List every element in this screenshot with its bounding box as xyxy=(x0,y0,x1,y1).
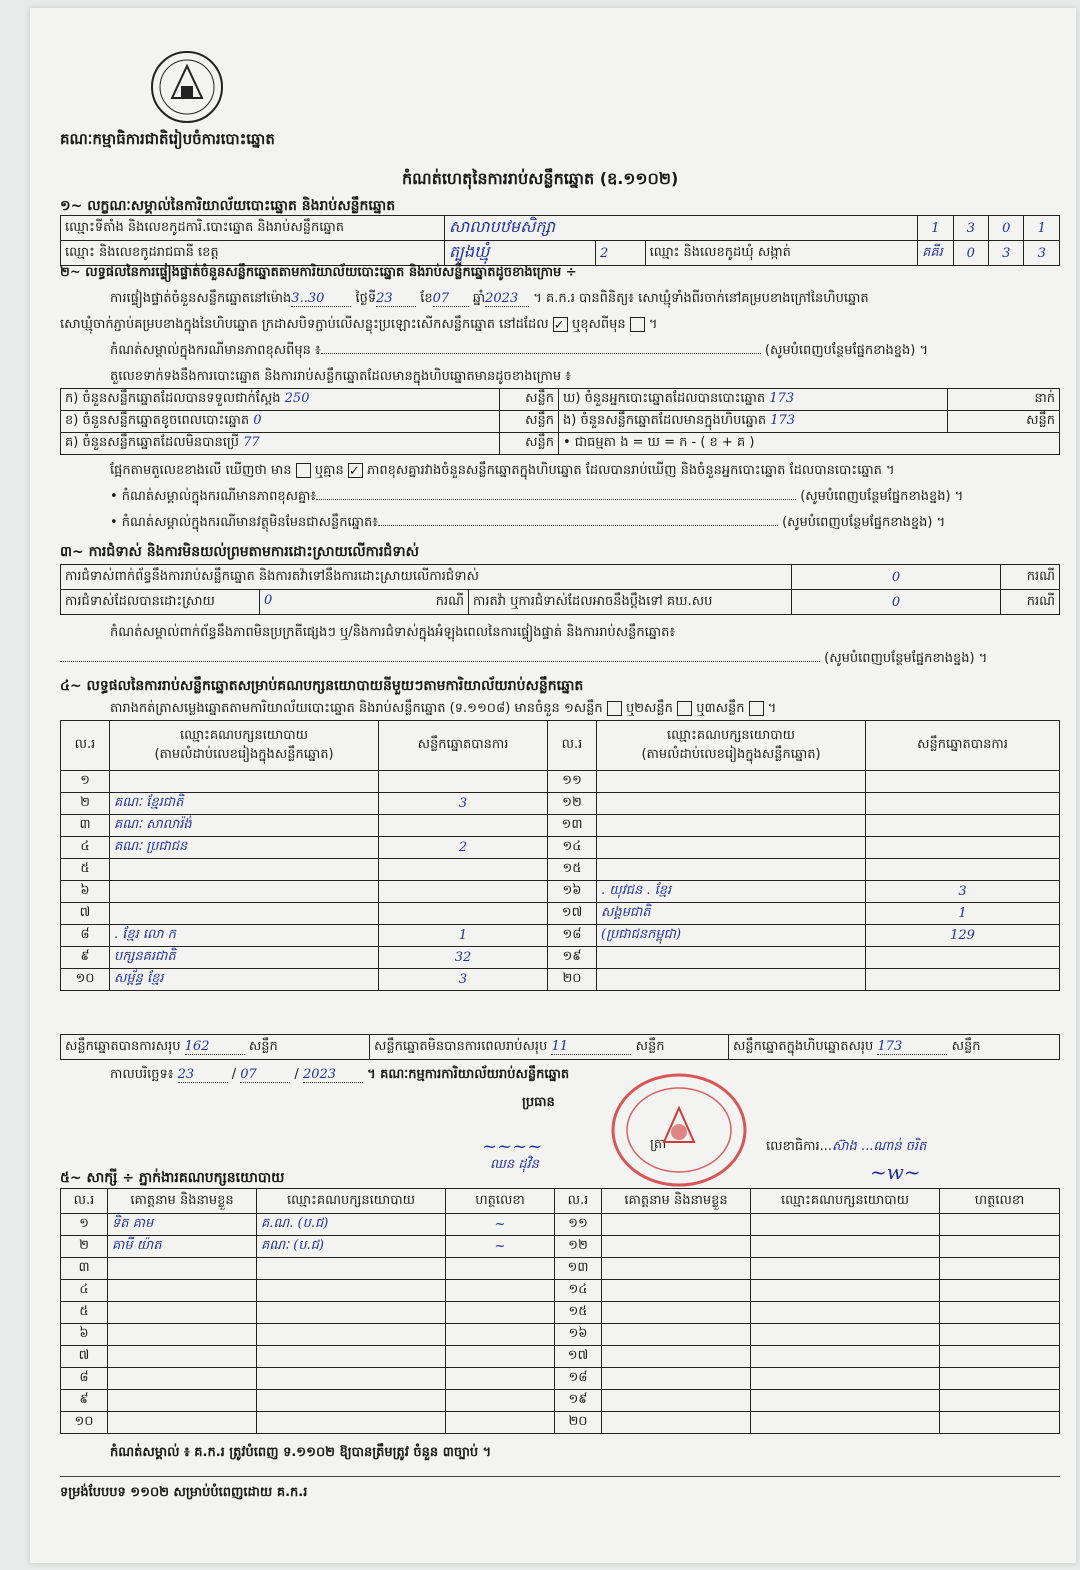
party-name xyxy=(597,815,866,837)
party-name xyxy=(110,859,379,881)
province-label: ឈ្មោះ និងលេខកូដរាជធានី ខេត្ត xyxy=(61,241,445,266)
row-number: ៨ xyxy=(61,1368,108,1390)
witness-signature xyxy=(446,1280,555,1302)
official-seal-icon xyxy=(604,1070,754,1190)
witness-name: ទិត គាម xyxy=(108,1214,257,1236)
section4-title: ៤~ លទ្ធផលនៃការរាប់សន្លឹកឆ្នោតសម្រាប់គណបក្សនយោបាយនីមួយៗតាមការិយាល័យរាប់សន្លឹកឆ្នោត xyxy=(60,678,584,694)
row-number: ២ xyxy=(61,1236,108,1258)
witness-name xyxy=(108,1258,257,1280)
witness-name xyxy=(602,1302,751,1324)
result-row xyxy=(61,771,1060,793)
witness-name xyxy=(108,1346,257,1368)
result-row xyxy=(61,881,1060,903)
witness-table: ល.រ គោត្តនាម និងនាមខ្លួន ឈ្មោះគណបក្សនយោបាយ ហត្ថលេខា ល.រ គោត្តនាម និងនាមខ្លួន ឈ្មោះគណបក្សនយោបាយ ហត្ថលេខា ១ ទិត គាម គ.ណ. (ប.ជ) ~ ១១ ២ គាមី យ៉ាត គណៈ (ប.ជ) ~ ១២ ៣ ១៣ ៤ ១៤ ៥ ១៥ ៦ ១៦ ៧ ១៧ ៨ ១៨ ៩ ១៩ ១០ ២០ xyxy=(60,1188,1060,1434)
valid-votes: 3 xyxy=(379,793,548,815)
check-line-1: ការផ្ទៀងផ្ទាត់ចំនួនសន្លឹកឆ្នោតនៅម៉ោង3..30 ថ្ងៃទី23 ខែ07 ឆ្នាំ2023 ។ គ.ក.រ បានពិនិត្យ៖ សោឃ្មុំទាំងពីរចាក់នៅគម្របខាងក្រៅនៃហិបឆ្នោត xyxy=(110,291,869,306)
section2-title: ២~ លទ្ធផលនៃការផ្ទៀងផ្ទាត់ចំនួនសន្លឹកឆ្នោតតាមការិយាល័យបោះឆ្នោត និងរាប់សន្លឹកឆ្នោតដូចខាងក្រោម ÷ xyxy=(60,265,577,280)
row-number: ៨ xyxy=(61,925,110,947)
one-sheet-checkbox[interactable] xyxy=(607,701,622,716)
witness-signature xyxy=(940,1324,1060,1346)
witness-party xyxy=(257,1368,446,1390)
witness-signature: ~ xyxy=(446,1236,555,1258)
commune-value: គគីរ xyxy=(918,241,953,266)
witness-name xyxy=(108,1390,257,1412)
witness-signature xyxy=(940,1214,1060,1236)
row-number: ១៧ xyxy=(555,1346,602,1368)
row-number: ១៤ xyxy=(555,1280,602,1302)
valid-votes xyxy=(866,859,1060,881)
witness-party xyxy=(257,1280,446,1302)
party-name xyxy=(597,947,866,969)
valid-votes xyxy=(866,947,1060,969)
totals-table: សន្លឹកឆ្នោតបានការសរុប 162 សន្លឹក សន្លឹកឆ្នោតមិនបានការពេលរាប់សរុប 11 សន្លឹក សន្លឹកឆ្នោតក្នុងហិបឆ្នោតសរុប 173 សន្លឹក xyxy=(60,1034,1060,1060)
row-number: ៦ xyxy=(61,881,110,903)
row-number: ១៣ xyxy=(548,815,597,837)
witness-name xyxy=(108,1302,257,1324)
witness-party: គ.ណ. (ប.ជ) xyxy=(257,1214,446,1236)
witness-row xyxy=(61,1390,1060,1412)
witness-name xyxy=(602,1214,751,1236)
witness-party xyxy=(751,1390,940,1412)
row-number: ១២ xyxy=(555,1236,602,1258)
witness-name xyxy=(602,1236,751,1258)
witness-signature: ~ xyxy=(446,1214,555,1236)
row-number: ១៦ xyxy=(548,881,597,903)
section3-table: ការជំទាស់ពាក់ព័ន្ធនឹងការរាប់សន្លឹកឆ្នោត និងការតវ៉ាទៅនឹងការដោះស្រាយលើការជំទាស់ 0 ករណី ការជំទាស់ដែលបានដោះស្រាយ 0 ករណី ការតវ៉ា ឬការជំទាស់ដែលអាចនឹងប្តឹងទៅ គឃ.សប 0 ករណី xyxy=(60,564,1060,615)
row-number: ២ xyxy=(61,793,110,815)
row-number: ៣ xyxy=(61,815,110,837)
section1-table xyxy=(60,215,1060,266)
row-number: ១៦ xyxy=(555,1324,602,1346)
bullet-line-1: • កំណត់សម្គាល់ក្នុងករណីមានភាពខុសគ្នា៖ (សូមបំពេញបន្ថែមផ្នែកខាងខ្នង) ។ xyxy=(110,489,964,504)
row-number: ៤ xyxy=(61,837,110,859)
location-label: ឈ្មោះទីតាំង និងលេខកូដការិ.បោះឆ្នោត និងរាប់សន្លឹកឆ្នោត xyxy=(61,216,445,241)
two-sheet-checkbox[interactable] xyxy=(677,701,692,716)
party-name: សង្គមជាតិ xyxy=(597,903,866,925)
valid-votes xyxy=(866,815,1060,837)
witness-party xyxy=(257,1346,446,1368)
witness-party xyxy=(751,1214,940,1236)
row-number: ៣ xyxy=(61,1258,108,1280)
witness-signature xyxy=(446,1258,555,1280)
form-footer: ទម្រង់បែបបទ ១១០២ សម្រាប់បំពេញដោយ គ.ក.រ xyxy=(60,1485,308,1500)
witness-party xyxy=(751,1280,940,1302)
valid-votes xyxy=(379,881,548,903)
has-difference-checkbox[interactable] xyxy=(296,463,311,478)
no-difference-checkbox[interactable]: ✓ xyxy=(348,463,363,478)
code-digit: 3 xyxy=(953,216,988,241)
received-value: 250 xyxy=(284,391,310,406)
valid-votes xyxy=(866,793,1060,815)
difference-line: ផ្អែកតាមតួលេខខាងលើ ឃើញថា មាន ឬគ្មាន ✓ ភាពខុសគ្នារវាងចំនួនសន្លឹកឆ្នោតក្នុងហិបឆ្នោត ដែលបានរាប់ឃើញ និងចំនួនអ្នកបោះឆ្នោត ដែលបានបោះឆ្នោត ។ xyxy=(110,463,895,479)
valid-votes: 1 xyxy=(379,925,548,947)
row-number: ១៧ xyxy=(548,903,597,925)
valid-votes xyxy=(379,859,548,881)
party-name: បក្សនគរជាតិ xyxy=(110,947,379,969)
party-name xyxy=(597,771,866,793)
row-number: ១៩ xyxy=(555,1390,602,1412)
commune-code: 3 xyxy=(989,241,1024,266)
formula: • ជាធម្មតា ង = ឃ = ក - ( ខ + គ ) xyxy=(559,433,1060,455)
party-name xyxy=(110,771,379,793)
results-table: ល.រ ឈ្មោះគណបក្សនយោបាយ (តាមលំដាប់លេខរៀងក្នុងសន្លឹកឆ្នោត) សន្លឹកឆ្នោតបានការ ល.រ ឈ្មោះគណបក្សនយោបាយ (តាមលំដាប់លេខរៀងក្នុងសន្លឹកឆ្នោត) សន្លឹកឆ្នោតបានការ ១ ១១ ២ គណៈ ខ្មែរជាតិ 3 ១២ ៣ គណៈ សាលារ៉ង់ ១៣ ៤ គណៈ ប្រជាជន 2 ១៤ ៥ ១៥ ៦ ១៦ . យុវជន . ខ្មែរ 3 ៧ ១៧ សង្គមជាតិ 1 ៨ . ខ្មែរ លោ ក 1 ១៨ (ប្រជាជនកម្ពុជា) 129 ៩ បក្សនគរជាតិ 32 ១៩ ១០ សម្ព័ន្ធ ខ្មែរ 3 ២០ xyxy=(60,720,1060,991)
witness-name xyxy=(602,1368,751,1390)
witness-row xyxy=(61,1280,1060,1302)
row-number: ១ xyxy=(61,771,110,793)
valid-votes: 129 xyxy=(866,925,1060,947)
witness-party xyxy=(751,1346,940,1368)
figures-table: ក) ចំនួនសន្លឹកឆ្នោតដែលបានទទួលជាក់ស្តែង 250 សន្លឹក ឃ) ចំនួនអ្នកបោះឆ្នោតដែលបានបោះឆ្នោត 173 នាក់ ខ) ចំនួនសន្លឹកឆ្នោតខូចពេលបោះឆ្នោត 0 សន្លឹក ង) ចំនួនសន្លឹកឆ្នោតដែលមានក្នុងហិបឆ្នោត 173 សន្លឹក គ) ចំនួនសន្លឹកឆ្នោតដែលមិនបានប្រើ 77 សន្លឹក • ជាធម្មតា ង = ឃ = ក - ( ខ + គ ) xyxy=(60,388,1060,455)
witness-name xyxy=(602,1390,751,1412)
valid-votes xyxy=(866,969,1060,991)
party-name: . យុវជន . ខ្មែរ xyxy=(597,881,866,903)
witness-party xyxy=(257,1324,446,1346)
witness-party xyxy=(751,1412,940,1434)
section3-title: ៣~ ការជំទាស់ និងការមិនយល់ព្រមតាមការដោះស្រាយលើការជំទាស់ xyxy=(60,544,419,560)
valid-votes xyxy=(379,815,548,837)
witness-name: គាមី យ៉ាត xyxy=(108,1236,257,1258)
party-name xyxy=(597,969,866,991)
president-signature: ~~~~ xyxy=(482,1136,543,1157)
party-name: គណៈ សាលារ៉ង់ xyxy=(110,815,379,837)
party-name xyxy=(597,859,866,881)
bullet-line-2: • កំណត់សម្គាល់ក្នុងករណីមានវត្ថុមិនមែនជាសន្លឹកឆ្នោត៖ (សូមបំពេញបន្ថែមផ្នែកខាងខ្នង) ។ xyxy=(110,515,946,530)
witness-name xyxy=(108,1324,257,1346)
row-number: ១០ xyxy=(61,969,110,991)
unused-value: 77 xyxy=(243,435,260,450)
witness-signature xyxy=(940,1390,1060,1412)
witness-row xyxy=(61,1214,1060,1236)
row-number: ១៤ xyxy=(548,837,597,859)
witness-signature xyxy=(446,1390,555,1412)
witness-row xyxy=(61,1324,1060,1346)
witness-signature xyxy=(446,1324,555,1346)
witness-name xyxy=(602,1346,751,1368)
row-number: ១២ xyxy=(548,793,597,815)
result-row xyxy=(61,947,1060,969)
witness-signature xyxy=(940,1258,1060,1280)
same-checkbox[interactable]: ✓ xyxy=(553,317,568,332)
valid-votes xyxy=(866,771,1060,793)
party-name: គណៈ ខ្មែរជាតិ xyxy=(110,793,379,815)
result-row xyxy=(61,925,1060,947)
witness-signature xyxy=(446,1346,555,1368)
witness-name xyxy=(602,1324,751,1346)
witness-signature xyxy=(940,1412,1060,1434)
row-number: ៥ xyxy=(61,1302,108,1324)
valid-votes xyxy=(379,903,548,925)
check-line-2: សោឃ្មុំចាក់ភ្ជាប់គម្របខាងក្នុងនៃហិបឆ្នោត ក្រដាសបិទភ្ជាប់លើសន្លុះប្រឡោះសើកសន្លឹកឆ្នោត នៅដដែល ✓ ឬខុសពីមុន ។ xyxy=(60,317,658,333)
witness-name xyxy=(108,1368,257,1390)
row-number: ១១ xyxy=(555,1214,602,1236)
row-number: ១ xyxy=(61,1214,108,1236)
row-number: ៥ xyxy=(61,859,110,881)
row-number: ១៩ xyxy=(548,947,597,969)
witness-signature xyxy=(940,1280,1060,1302)
footer-divider xyxy=(60,1476,1060,1477)
witness-name xyxy=(602,1280,751,1302)
party-name: . ខ្មែរ លោ ក xyxy=(110,925,379,947)
row-number: ១៨ xyxy=(555,1368,602,1390)
witness-signature xyxy=(446,1302,555,1324)
location-value: សាលាបឋមសិក្សា xyxy=(444,216,917,241)
form-sheet xyxy=(30,8,1076,1563)
commune-label: ឈ្មោះ និងលេខកូដឃុំ សង្កាត់ xyxy=(645,241,918,266)
spoiled-value: 0 xyxy=(253,413,262,428)
witness-party xyxy=(257,1412,446,1434)
check-line-3: កំណត់សម្គាល់ក្នុងករណីមានភាពខុសពីមុន ៖ (សូមបំពេញបន្ថែមផ្នែកខាងខ្នង) ។ xyxy=(110,343,929,358)
witness-party xyxy=(751,1236,940,1258)
result-row xyxy=(61,969,1060,991)
witness-row xyxy=(61,1412,1060,1434)
party-name: សម្ព័ន្ធ ខ្មែរ xyxy=(110,969,379,991)
section3-note-fill: (សូមបំពេញបន្ថែមផ្នែកខាងខ្នង) ។ xyxy=(60,650,1060,669)
valid-votes xyxy=(379,771,548,793)
province-code: 2 xyxy=(595,241,645,266)
row-number: ១១ xyxy=(548,771,597,793)
result-row xyxy=(61,837,1060,859)
code-digit: 0 xyxy=(989,216,1024,241)
party-name xyxy=(597,793,866,815)
three-sheet-checkbox[interactable] xyxy=(749,701,764,716)
commune-code: 3 xyxy=(1024,241,1060,266)
row-number: ២០ xyxy=(555,1412,602,1434)
witness-party xyxy=(257,1258,446,1280)
witness-name xyxy=(108,1280,257,1302)
witness-party xyxy=(257,1390,446,1412)
witness-name xyxy=(602,1412,751,1434)
result-row xyxy=(61,859,1060,881)
row-number: ៦ xyxy=(61,1324,108,1346)
row-number: ៤ xyxy=(61,1280,108,1302)
result-row xyxy=(61,815,1060,837)
witness-party: គណៈ (ប.ជ) xyxy=(257,1236,446,1258)
row-number: ៧ xyxy=(61,903,110,925)
date-line: កាលបរិច្ឆេទ៖ 23 / 07 / 2023 ។ គណៈកម្មការការិយាល័យរាប់សន្លឹកឆ្នោត xyxy=(110,1067,570,1082)
result-row xyxy=(61,793,1060,815)
row-number: ១៥ xyxy=(555,1302,602,1324)
commune-code: 0 xyxy=(953,241,988,266)
witness-party xyxy=(751,1368,940,1390)
row-number: ២០ xyxy=(548,969,597,991)
section3-note: កំណត់សម្គាល់ពាក់ព័ន្ធនឹងភាពមិនប្រក្រតីផ្សេងៗ ឬ/និងការជំទាស់ក្នុងអំឡុងពេលនៃការផ្ទៀងផ្ទាត់ និងការរាប់សន្លឹកឆ្នោត៖ xyxy=(110,625,676,640)
code-digit: 1 xyxy=(918,216,953,241)
result-row xyxy=(61,903,1060,925)
secretary-line: លេខាធិការ...ស៊ាង ...ណាន់ ចរិត xyxy=(766,1139,927,1154)
row-number: ៩ xyxy=(61,1390,108,1412)
witness-row xyxy=(61,1302,1060,1324)
code-digit: 1 xyxy=(1024,216,1060,241)
valid-votes: 3 xyxy=(379,969,548,991)
party-name: គណៈ ប្រជាជន xyxy=(110,837,379,859)
party-name xyxy=(110,881,379,903)
row-number: ១៣ xyxy=(555,1258,602,1280)
president-name: ឈន ដុវិន xyxy=(490,1157,539,1172)
row-number: ១៨ xyxy=(548,925,597,947)
in-box-value: 173 xyxy=(770,413,796,428)
witness-name xyxy=(108,1412,257,1434)
nec-logo-icon xyxy=(148,48,226,126)
witness-signature xyxy=(446,1412,555,1434)
witness-signature xyxy=(940,1368,1060,1390)
witness-row xyxy=(61,1236,1060,1258)
secretary-signature: ~w~ xyxy=(870,1160,921,1184)
row-number: ១៥ xyxy=(548,859,597,881)
party-name xyxy=(597,837,866,859)
witness-signature xyxy=(940,1236,1060,1258)
witness-name xyxy=(602,1258,751,1280)
witness-party xyxy=(751,1324,940,1346)
witness-signature xyxy=(940,1302,1060,1324)
witness-signature xyxy=(940,1346,1060,1368)
president-label: ប្រធាន xyxy=(522,1095,555,1110)
witness-party xyxy=(751,1258,940,1280)
valid-votes: 3 xyxy=(866,881,1060,903)
witness-party xyxy=(257,1302,446,1324)
party-name: (ប្រជាជនកម្ពុជា) xyxy=(597,925,866,947)
valid-votes xyxy=(866,837,1060,859)
committee-name: គណៈកម្មាធិការជាតិរៀបចំការបោះឆ្នោត xyxy=(60,130,275,148)
witness-party xyxy=(751,1302,940,1324)
row-number: ៧ xyxy=(61,1346,108,1368)
valid-votes: 1 xyxy=(866,903,1060,925)
footnote: កំណត់សម្គាល់ ៖ គ.ក.រ ត្រូវបំពេញ ទ.១១០២ ឱ្យបានត្រឹមត្រូវ ចំនួន ៣ច្បាប់ ។ xyxy=(110,1445,492,1460)
page-title: កំណត់ហេតុនៃការរាប់សន្លឹកឆ្នោត (ឧ.១១០២) xyxy=(402,169,679,188)
check-line-4: តួលេខទាក់ទងនឹងការបោះឆ្នោត និងការរាប់សន្លឹកឆ្នោតដែលមានក្នុងហិបឆ្នោតមានដូចខាងក្រោម ៖ xyxy=(110,369,571,384)
witness-row xyxy=(61,1258,1060,1280)
section1-title: ១~ លក្ខណៈសម្គាល់នៃការិយាល័យបោះឆ្នោត និងរាប់សន្លឹកឆ្នោត xyxy=(60,198,396,214)
witness-signature xyxy=(446,1368,555,1390)
valid-votes: 32 xyxy=(379,947,548,969)
section4-intro: តារាងកត់ត្រាសម្លេងឆ្នោតតាមការិយាល័យបោះឆ្នោត និងរាប់សន្លឹកឆ្នោត (ទ.១១០៨) មានចំនួន ១សន្លឹក ឬ២សន្លឹក ឬ៣សន្លឹក ។ xyxy=(110,701,777,716)
voters-value: 173 xyxy=(769,391,795,406)
valid-votes: 2 xyxy=(379,837,548,859)
witness-row xyxy=(61,1368,1060,1390)
row-number: ៩ xyxy=(61,947,110,969)
province-value: ត្បូងឃ្មុំ xyxy=(444,241,595,266)
seal-label: ត្រា xyxy=(650,1137,667,1152)
section5-title: ៥~ សាក្សី ÷ ភ្នាក់ងារគណបក្សនយោបាយ xyxy=(60,1170,285,1186)
party-name xyxy=(110,903,379,925)
row-number: ១០ xyxy=(61,1412,108,1434)
witness-row xyxy=(61,1346,1060,1368)
changed-checkbox[interactable] xyxy=(630,317,645,332)
